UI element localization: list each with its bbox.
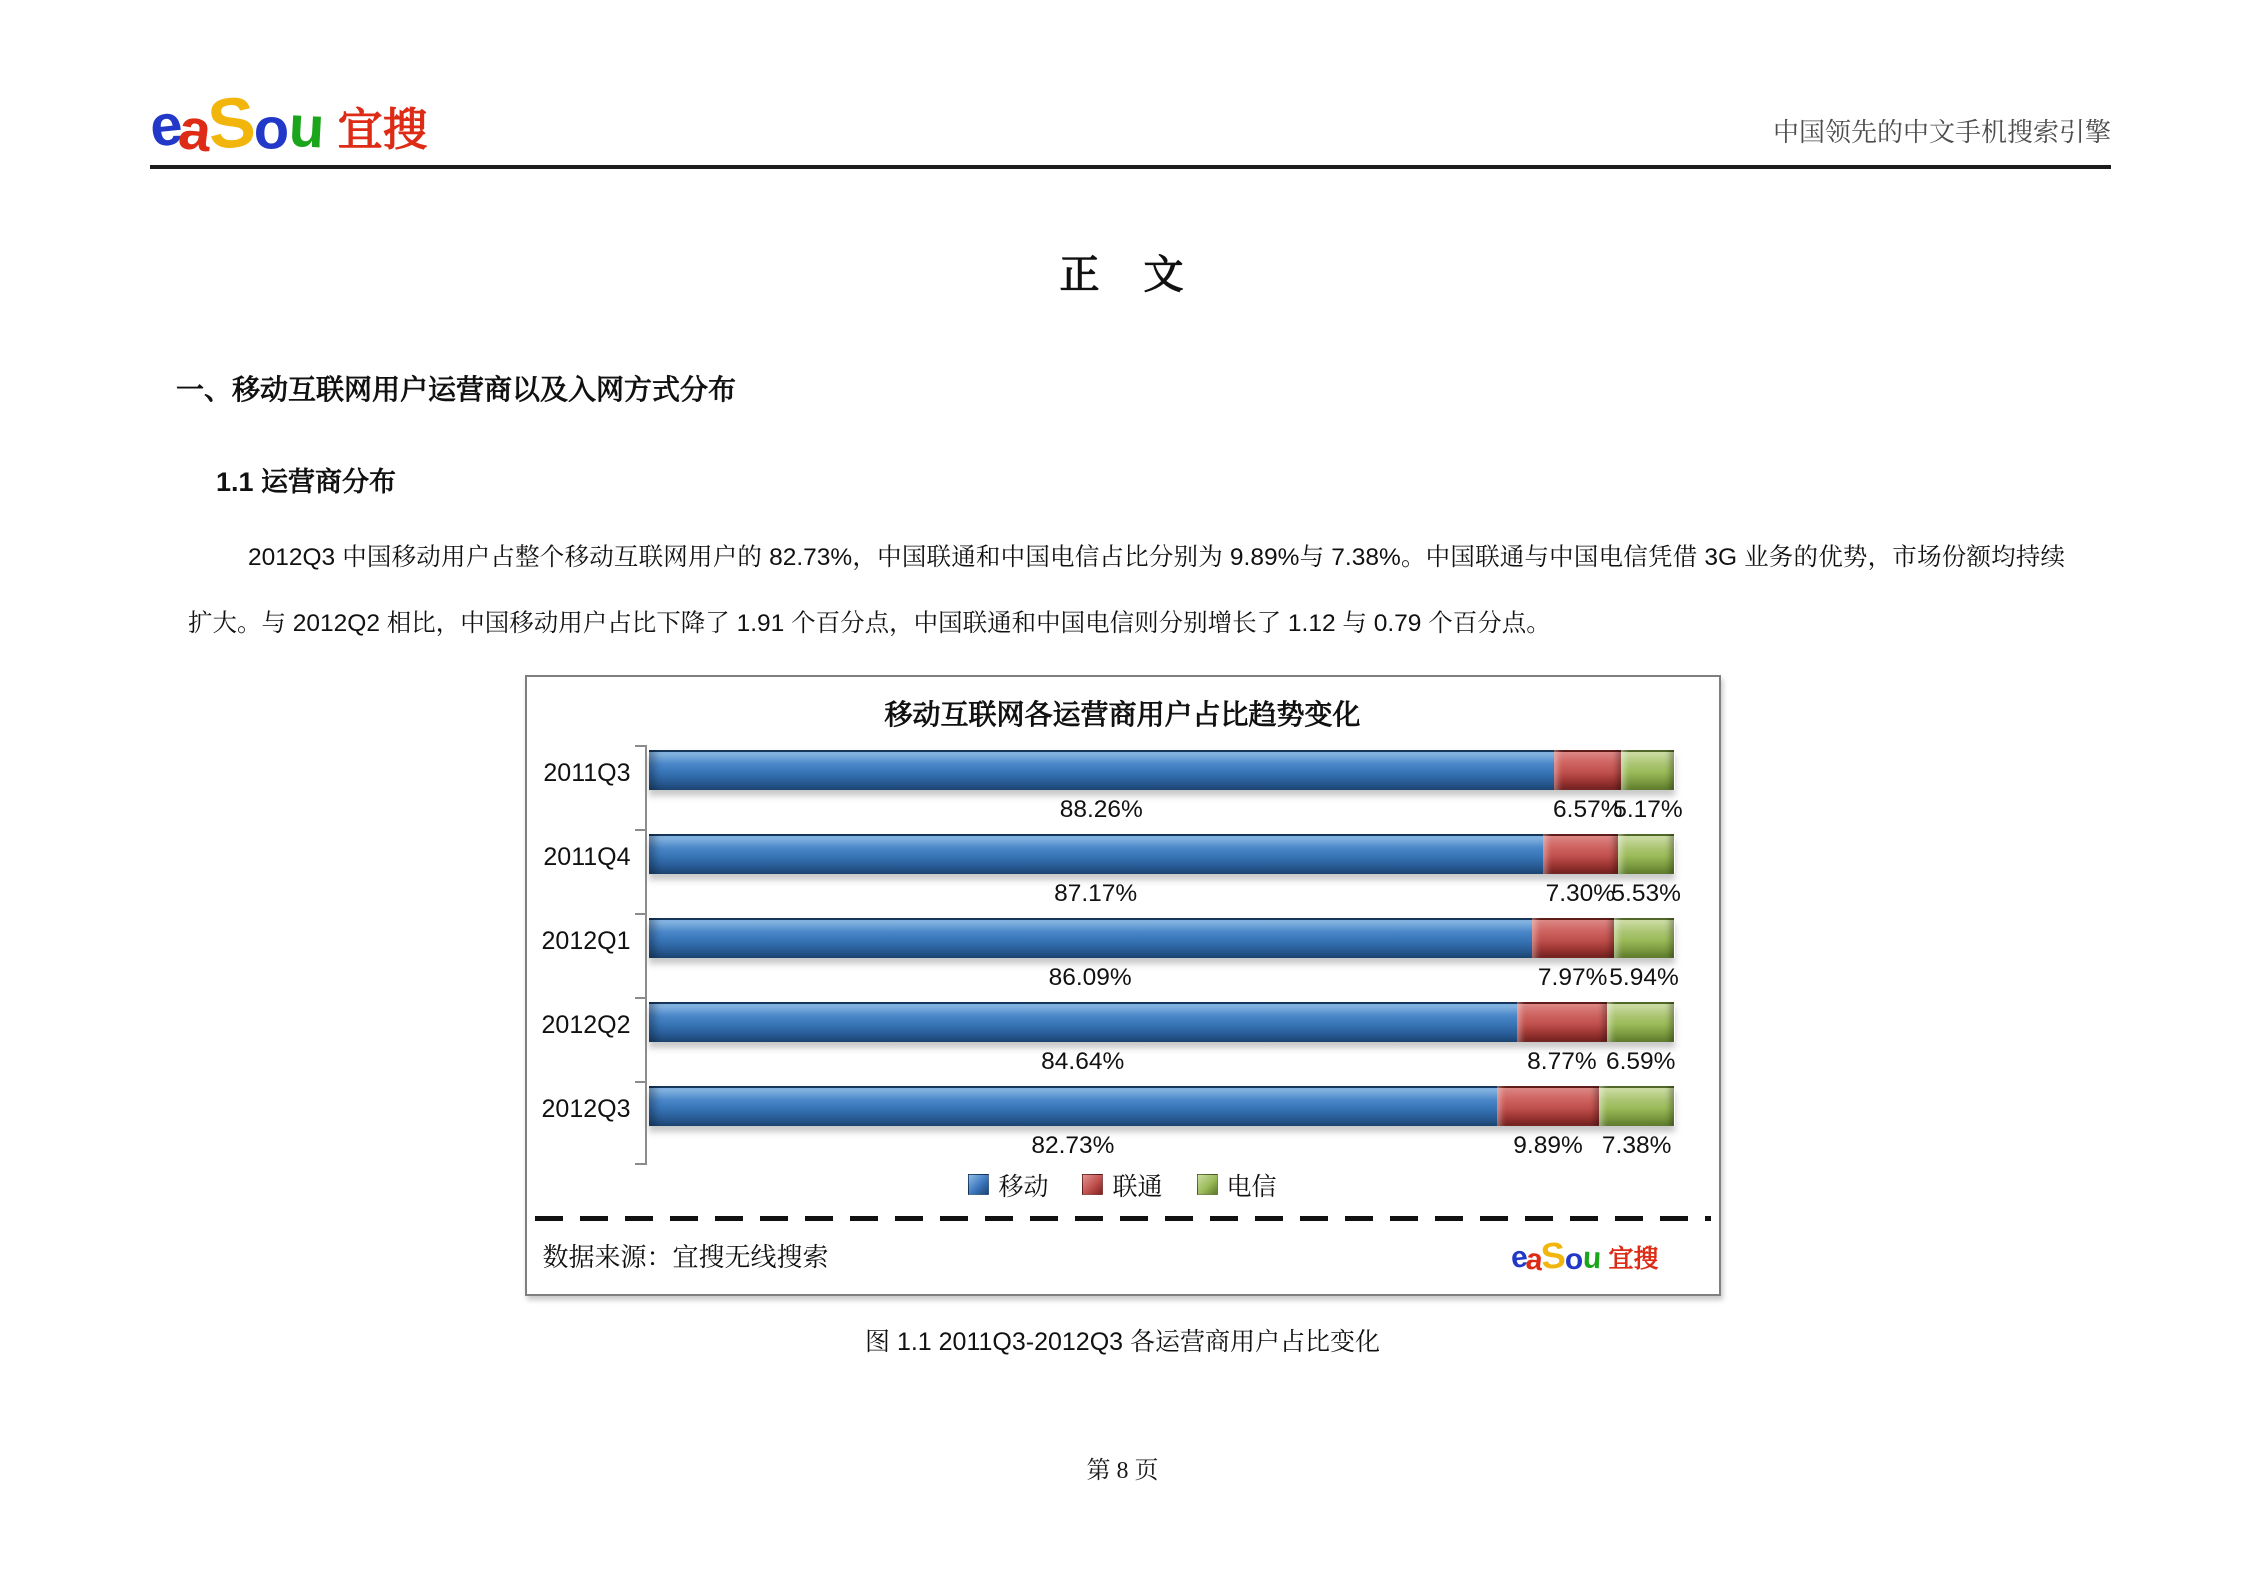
bar-segment-联通 xyxy=(1543,834,1618,874)
y-axis-line xyxy=(645,745,647,1165)
bar-value-label: 6.59% xyxy=(1605,1047,1676,1075)
logo-letter: a xyxy=(175,95,215,165)
bar-value-label: 8.77% xyxy=(1527,1047,1597,1075)
bar-segment-移动 xyxy=(649,918,1532,958)
legend-label: 移动 xyxy=(998,1172,1049,1201)
stacked-bar xyxy=(649,1086,1675,1126)
row-plot xyxy=(645,745,1719,829)
axis-tick xyxy=(635,1163,646,1165)
bar-segment-联通 xyxy=(1532,918,1614,958)
logo-letter: u xyxy=(1582,1241,1603,1276)
bar-segment-联通 xyxy=(1497,1086,1598,1126)
chart-row xyxy=(527,913,1719,997)
legend-swatch-移动 xyxy=(968,1174,989,1195)
figure-caption: 图 1.1 2011Q3-2012Q3 各运营商用户占比变化 xyxy=(865,1327,1380,1356)
chart-row xyxy=(527,997,1719,1081)
legend-item-电信 xyxy=(1197,1167,1277,1203)
bar-value-label: 5.53% xyxy=(1611,879,1681,907)
chart-title: 移动互联网各运营商用户占比趋势变化 xyxy=(884,698,1361,730)
bar-value-label: 5.17% xyxy=(1613,795,1683,823)
stacked-bar xyxy=(649,750,1675,790)
page-number: 第 8 页 xyxy=(1086,1457,1159,1484)
axis-tick xyxy=(635,1081,646,1083)
chart-row xyxy=(527,745,1719,829)
bar-segment-移动 xyxy=(649,1086,1498,1126)
header-tagline: 中国领先的中文手机搜索引擎 xyxy=(1772,116,2111,147)
bar-segment-电信 xyxy=(1618,834,1675,874)
bar-value-label: 7.30% xyxy=(1545,879,1616,907)
chart-source: 数据来源：宜搜无线搜索 xyxy=(542,1241,829,1272)
axis-tick xyxy=(635,997,646,999)
stacked-bar xyxy=(649,918,1675,958)
chart-row xyxy=(527,1081,1719,1165)
logo-letter: u xyxy=(287,93,327,161)
logo-letter: e xyxy=(146,91,186,160)
row-plot xyxy=(645,1081,1719,1165)
logo-cn-text: 宜搜 xyxy=(337,104,428,155)
row-plot xyxy=(645,913,1719,997)
stacked-bar xyxy=(649,1002,1675,1042)
category-label: 2012Q2 xyxy=(541,1010,631,1039)
bar-segment-电信 xyxy=(1621,750,1674,790)
category-label: 2011Q4 xyxy=(543,842,631,871)
category-label: 2012Q1 xyxy=(541,926,631,955)
value-label-row xyxy=(649,1042,1675,1076)
legend-label: 联通 xyxy=(1112,1172,1163,1201)
logo-letter: a xyxy=(1524,1242,1545,1278)
bar-value-label: 82.73% xyxy=(1031,1131,1115,1159)
row-plot xyxy=(645,829,1719,913)
bar-segment-电信 xyxy=(1599,1086,1675,1126)
bar-segment-移动 xyxy=(649,1002,1517,1042)
bar-value-label: 88.26% xyxy=(1059,795,1143,823)
legend-swatch-电信 xyxy=(1197,1174,1218,1195)
chart-figure xyxy=(525,675,1721,1296)
axis-tick xyxy=(635,829,646,831)
logo-letter: o xyxy=(1564,1242,1584,1276)
bar-segment-电信 xyxy=(1607,1002,1675,1042)
easou-logo-small xyxy=(1509,1234,1659,1278)
chart-plot-area xyxy=(527,745,1719,1165)
axis-tick xyxy=(635,745,646,747)
value-label-row xyxy=(649,790,1683,824)
value-label-row xyxy=(649,874,1681,908)
value-label-row xyxy=(649,958,1679,992)
chart-legend xyxy=(527,1167,1719,1203)
bar-segment-联通 xyxy=(1517,1002,1607,1042)
bar-value-label: 7.38% xyxy=(1601,1131,1672,1159)
page-header xyxy=(0,0,2245,165)
bar-value-label: 6.57% xyxy=(1553,795,1623,823)
legend-item-联通 xyxy=(1082,1167,1162,1203)
bar-segment-移动 xyxy=(649,750,1555,790)
subsection-heading: 1.1 运营商分布 xyxy=(216,466,397,497)
axis-tick xyxy=(635,913,646,915)
logo-letter: e xyxy=(1509,1240,1530,1275)
logo-letter: o xyxy=(253,96,290,162)
body-paragraph: 2012Q3 中国移动用户占整个移动互联网用户的 82.73%，中国联通和中国电信占比分别为 9.89%与 7.38%。中国联通与中国电信凭借 3G 业务的优势，市场份额均持续扩大。与 2012Q2 相比，中国移动用户占比下降了 1.91 个百分点，中国联通和中国电信则分别增长了 1.12 与 0.79 个百分点。 xyxy=(188,543,2065,637)
bar-value-label: 84.64% xyxy=(1041,1047,1125,1075)
bar-segment-移动 xyxy=(649,834,1543,874)
bar-segment-电信 xyxy=(1614,918,1675,958)
logo-letter: S xyxy=(1539,1234,1568,1278)
value-label-row xyxy=(649,1126,1675,1160)
bar-segment-联通 xyxy=(1554,750,1621,790)
legend-item-移动 xyxy=(968,1167,1048,1203)
legend-swatch-联通 xyxy=(1082,1174,1103,1195)
document-title: 正 文 xyxy=(1059,252,1186,297)
chart-row xyxy=(527,829,1719,913)
bar-value-label: 5.94% xyxy=(1609,963,1679,991)
row-plot xyxy=(645,997,1719,1081)
logo-letter: S xyxy=(204,81,259,165)
category-label: 2011Q3 xyxy=(543,758,631,787)
chart-footer xyxy=(527,1221,1719,1292)
section-heading: 一、移动互联网用户运营商以及入网方式分布 xyxy=(176,373,737,405)
category-label: 2012Q3 xyxy=(541,1094,631,1123)
legend-label: 电信 xyxy=(1226,1172,1277,1201)
stacked-bar xyxy=(649,834,1675,874)
bar-value-label: 9.89% xyxy=(1513,1131,1583,1159)
easou-logo xyxy=(146,81,428,165)
header-divider xyxy=(150,165,2111,169)
bar-value-label: 87.17% xyxy=(1054,879,1138,907)
bar-value-label: 7.97% xyxy=(1537,963,1608,991)
logo-cn-text: 宜搜 xyxy=(1608,1244,1659,1273)
bar-value-label: 86.09% xyxy=(1048,963,1132,991)
